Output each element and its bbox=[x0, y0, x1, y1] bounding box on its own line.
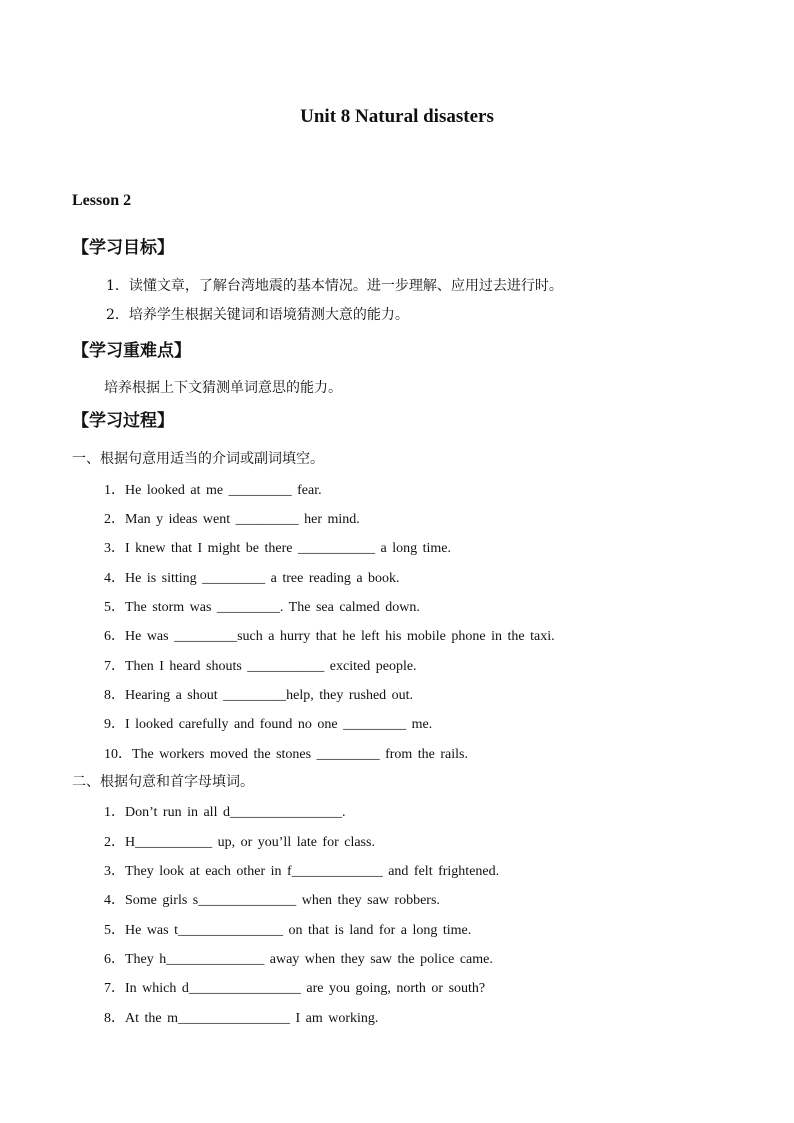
part1-item: 4．He is sitting _________ a tree reading a book. bbox=[104, 571, 400, 586]
part1-item: 1．He looked at me _________ fear. bbox=[104, 483, 322, 498]
part1-item: 8．Hearing a shout _________help, they rushed out. bbox=[104, 688, 414, 703]
part2-item: 3．They look at each other in f_____________ and felt frightened. bbox=[104, 864, 500, 879]
goals-heading: 【学习目标】 bbox=[72, 238, 174, 258]
part1-heading: 一、根据句意用适当的介词或副词填空。 bbox=[72, 451, 324, 467]
goal-item: 1．读懂文章，了解台湾地震的基本情况。进一步理解、应用过去进行时。 bbox=[106, 278, 563, 294]
part1-item: 7．Then I heard shouts ___________ excited people. bbox=[104, 659, 417, 674]
key-points-text: 培养根据上下文猜测单词意思的能力。 bbox=[104, 380, 342, 396]
part1-item: 6．He was _________such a hurry that he left his mobile phone in the taxi. bbox=[104, 629, 555, 644]
part2-item: 6．They h______________ away when they saw the police came. bbox=[104, 952, 493, 967]
part1-item: 3．I knew that I might be there ___________ a long time. bbox=[104, 541, 451, 556]
lesson-label: Lesson 2 bbox=[72, 192, 132, 209]
key-points-heading: 【学习重难点】 bbox=[72, 341, 191, 361]
part1-item: 9．I looked carefully and found no one _________ me. bbox=[104, 717, 433, 732]
part2-heading: 二、根据句意和首字母填词。 bbox=[72, 774, 254, 790]
part2-item: 4．Some girls s______________ when they saw robbers. bbox=[104, 893, 440, 908]
document-title: Unit 8 Natural disasters bbox=[300, 106, 494, 127]
part1-item: 5．The storm was _________. The sea calmed down. bbox=[104, 600, 420, 615]
part2-item: 5．He was t_______________ on that is land for a long time. bbox=[104, 923, 472, 938]
part1-item: 10．The workers moved the stones _________ from the rails. bbox=[104, 747, 468, 762]
part2-item: 1．Don’t run in all d________________. bbox=[104, 805, 346, 820]
part2-item: 2．H___________ up, or you’ll late for class. bbox=[104, 835, 375, 850]
process-heading: 【学习过程】 bbox=[72, 411, 174, 431]
part2-item: 8．At the m________________ I am working. bbox=[104, 1011, 379, 1026]
part2-item: 7．In which d________________ are you going, north or south? bbox=[104, 981, 486, 996]
part1-item: 2．Man y ideas went _________ her mind. bbox=[104, 512, 360, 527]
goal-item: 2．培养学生根据关键词和语境猜测大意的能力。 bbox=[106, 307, 409, 323]
